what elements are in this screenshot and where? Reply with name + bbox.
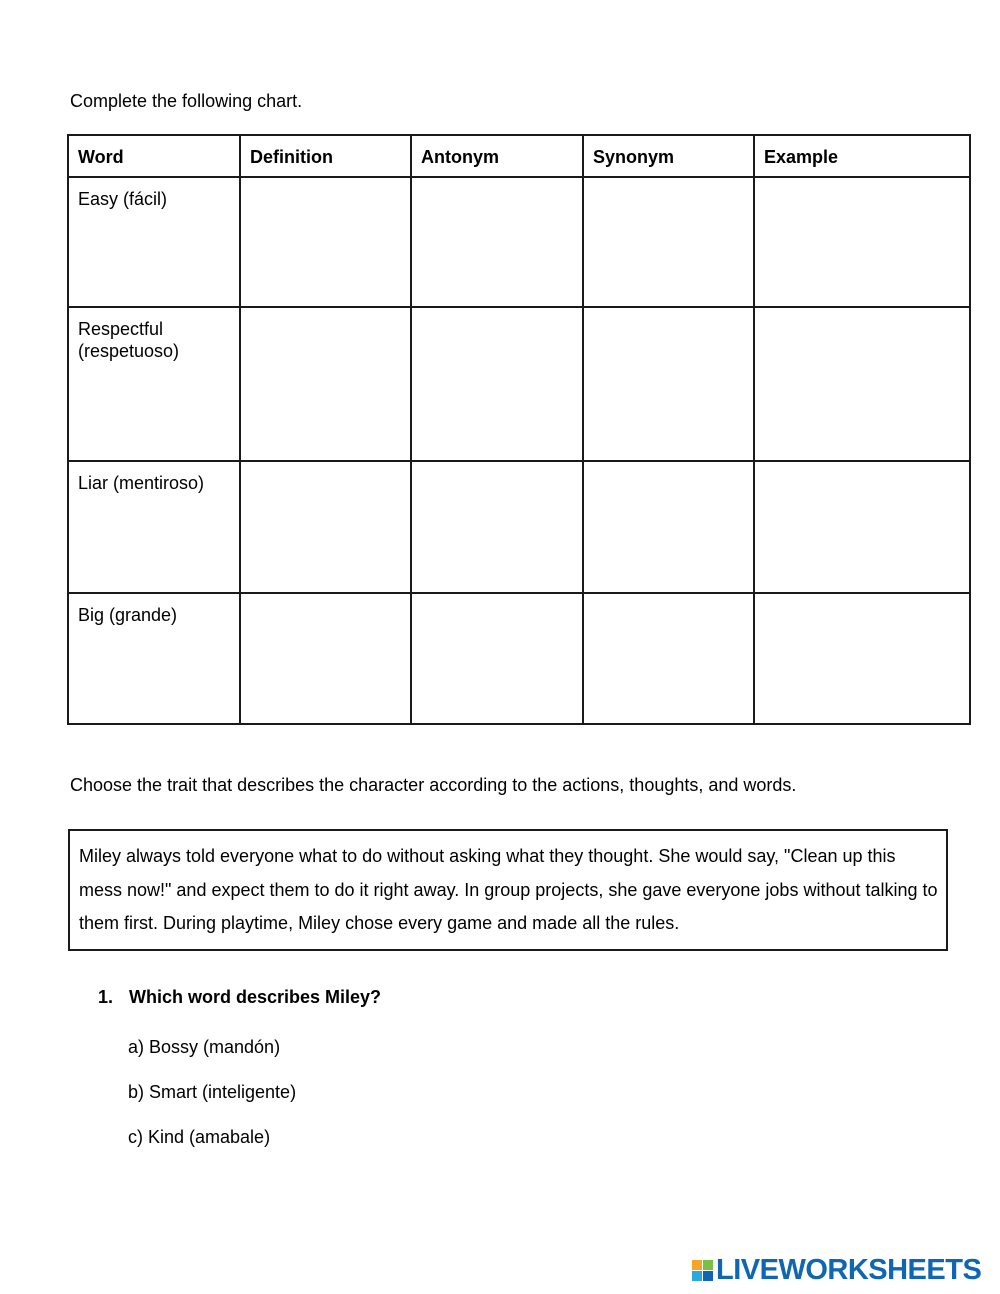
antonym-cell[interactable] xyxy=(411,593,583,724)
liveworksheets-logo-icon xyxy=(692,1260,713,1281)
header-antonym: Antonym xyxy=(411,135,583,177)
definition-cell[interactable] xyxy=(240,177,411,307)
logo-text: LIVEWORKSHEETS xyxy=(716,1254,982,1286)
vocabulary-chart xyxy=(67,134,971,725)
definition-cell[interactable] xyxy=(240,461,411,593)
word-cell: Liar (mentiroso) xyxy=(68,461,240,593)
table-row xyxy=(68,593,970,724)
question-1 xyxy=(98,986,381,1008)
trait-instruction: Choose the trait that describes the character according to the actions, thoughts, and words. xyxy=(70,775,797,795)
story-passage: Miley always told everyone what to do without asking what they thought. She would say, "Clean up this mess now!" and expect them to do it right away. In group projects, she gave everyone jobs without talking to them first. During playtime, Miley chose every game and made all the rules. xyxy=(68,829,948,951)
antonym-cell[interactable] xyxy=(411,177,583,307)
chart-instruction: Complete the following chart. xyxy=(70,91,303,111)
header-word: Word xyxy=(68,135,240,177)
synonym-cell[interactable] xyxy=(583,307,754,461)
table-row xyxy=(68,307,970,461)
chart-header-row xyxy=(68,135,970,177)
header-definition: Definition xyxy=(240,135,411,177)
synonym-cell[interactable] xyxy=(583,177,754,307)
synonym-cell[interactable] xyxy=(583,461,754,593)
example-cell[interactable] xyxy=(754,177,970,307)
word-cell: Big (grande) xyxy=(68,593,240,724)
header-synonym: Synonym xyxy=(583,135,754,177)
table-row xyxy=(68,177,970,307)
table-row xyxy=(68,461,970,593)
antonym-cell[interactable] xyxy=(411,461,583,593)
example-cell[interactable] xyxy=(754,307,970,461)
definition-cell[interactable] xyxy=(240,307,411,461)
example-cell[interactable] xyxy=(754,461,970,593)
word-cell: Respectful (respetuoso) xyxy=(68,307,240,461)
answer-option-c[interactable]: c) Kind (amabale) xyxy=(128,1127,271,1147)
answer-option-b[interactable]: b) Smart (inteligente) xyxy=(128,1082,297,1102)
header-example: Example xyxy=(754,135,970,177)
example-cell[interactable] xyxy=(754,593,970,724)
definition-cell[interactable] xyxy=(240,593,411,724)
word-cell: Easy (fácil) xyxy=(68,177,240,307)
question-number: 1. xyxy=(98,987,114,1007)
synonym-cell[interactable] xyxy=(583,593,754,724)
antonym-cell[interactable] xyxy=(411,307,583,461)
liveworksheets-logo xyxy=(692,1255,981,1285)
question-text: Which word describes Miley? xyxy=(129,987,382,1007)
answer-option-a[interactable]: a) Bossy (mandón) xyxy=(128,1037,281,1057)
